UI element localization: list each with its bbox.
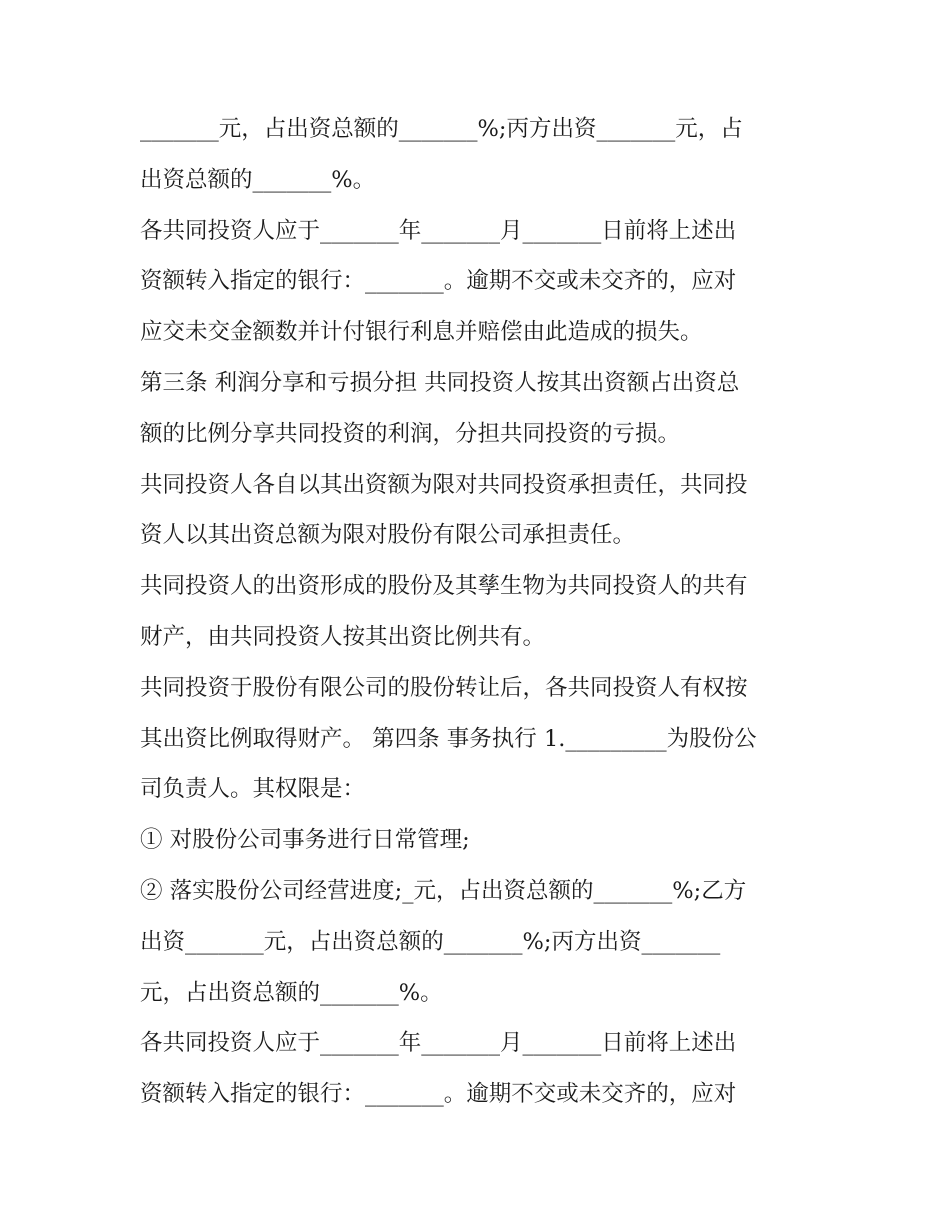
- text-line: 第三条 利润分享和亏损分担 共同投资人按其出资额占出资总: [140, 369, 740, 396]
- text-line: 资额转入指定的银行：_______。逾期不交或未交齐的，应对: [140, 1081, 737, 1108]
- text-line: 出资_______元，占出资总额的_______%;丙方出资_______: [140, 928, 721, 955]
- text-line: ① 对股份公司事务进行日常管理;: [140, 827, 470, 854]
- document-body: [140, 104, 820, 1120]
- text-line: 司负责人。其权限是：: [140, 776, 366, 803]
- text-line: 共同投资于股份有限公司的股份转让后，各共同投资人有权按: [140, 674, 748, 701]
- text-line: 各共同投资人应于_______年_______月_______日前将上述出: [140, 217, 737, 244]
- text-line: 财产，由共同投资人按其出资比例共有。: [140, 623, 546, 650]
- text-line: _______元，占出资总额的_______%;丙方出资_______元，占: [140, 116, 743, 142]
- text-line: 资人以其出资总额为限对股份有限公司承担责任。: [140, 522, 636, 549]
- text-line: 应交未交金额数并计付银行利息并赔偿由此造成的损失。: [140, 319, 703, 346]
- text-line: 额的比例分享共同投资的利润，分担共同投资的亏损。: [140, 420, 681, 447]
- text-line: 出资总额的_______%。: [140, 166, 376, 193]
- text-line: 各共同投资人应于_______年_______月_______日前将上述出: [140, 1030, 737, 1057]
- text-line: 其出资比例取得财产。 第四条 事务执行 1._________为股份公: [140, 725, 757, 752]
- text-line: ② 落实股份公司经营进度;_元，占出资总额的_______%;乙方: [140, 877, 747, 904]
- text-line: 资额转入指定的银行：_______。逾期不交或未交齐的，应对: [140, 268, 737, 295]
- text-line: 共同投资人各自以其出资额为限对共同投资承担责任，共同投: [140, 471, 748, 498]
- text-line: 共同投资人的出资形成的股份及其孳生物为共同投资人的共有: [140, 573, 748, 600]
- text-line: 元，占出资总额的_______%。: [140, 979, 443, 1006]
